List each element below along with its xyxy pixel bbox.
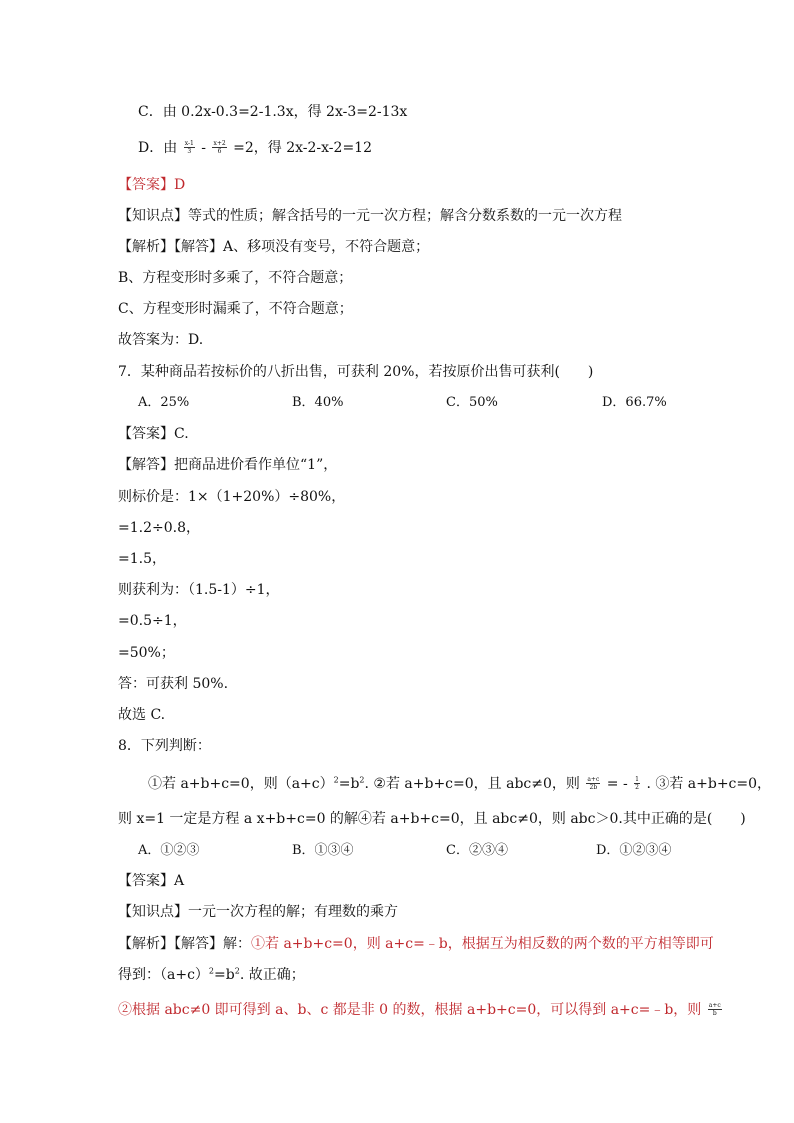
q8-question: 8．下列判断： <box>118 738 211 754</box>
fraction: $\frac{x+2}{6}$ <box>213 139 226 155</box>
fraction: $\frac{a+c}{b}$ <box>708 1001 721 1017</box>
q7-solution-5: 则获利为：（1.5-1）÷1， <box>118 582 280 598</box>
q7-solution-1: 【解答】把商品进价看作单位“1”， <box>118 457 338 473</box>
fraction: $\frac{1}{2}$ <box>635 775 639 791</box>
q8-analysis-2: 得到：$(a+c)^2=b^2$. 故正确； <box>118 966 305 983</box>
q8-answer: 【答案】A <box>118 873 185 889</box>
q6-knowledge: 【知识点】等式的性质；解含括号的一元一次方程；解含分数系数的一元一次方程 <box>118 208 622 224</box>
q8-option-b: B．①③④ <box>292 843 354 858</box>
q6-conclusion: 故答案为：D. <box>118 332 204 348</box>
q8-analysis-3: ②根据 abc≠0 即可得到 a、b、c 都是非 0 的数，根据 a+b+c=0，可以得到 a+c=﹣b，则 $\frac{a+c}{b}$ <box>118 1001 721 1018</box>
fraction: $\frac{x-1}{3}$ <box>184 139 194 155</box>
q7-question: 7．某种商品若按标价的八折出售，可获利 20%，若按原价出售可获利( ) <box>118 364 594 380</box>
q6-analysis-3: C、方程变形时漏乘了，不符合题意； <box>118 301 353 317</box>
q6-option-d: D．由 $\frac{x-1}{3}$ - $\frac{x+2}{6}$ =2，得 2x-2-x-2=12 <box>138 139 372 156</box>
q7-answer: 【答案】C. <box>118 426 189 442</box>
q8-analysis-1: 【解析】【解答】解：①若 a+b+c=0，则 a+c=﹣b，根据互为相反数的两个数的平方相等即可 <box>118 936 714 952</box>
q6-option-c: C．由 0.2x-0.3=2-1.3x，得 2x-3=2-13x <box>138 104 408 120</box>
fraction: $\frac{a+c}{2b}$ <box>587 775 600 791</box>
q7-solution-6: =0.5÷1， <box>118 613 187 629</box>
q6-answer: 【答案】D <box>118 177 186 193</box>
q7-solution-4: =1.5， <box>118 551 166 567</box>
q8-option-c: C．②③④ <box>446 843 508 858</box>
q6-analysis-1: 【解析】【解答】A、移项没有变号，不符合题意； <box>118 239 430 255</box>
q7-solution-8: 答：可获利 50%. <box>118 676 229 692</box>
q7-conclusion: 故选 C. <box>118 707 166 723</box>
q8-option-d: D．①②③④ <box>596 843 672 858</box>
q8-option-a: A．①②③ <box>138 843 200 858</box>
q8-knowledge: 【知识点】一元一次方程的解；有理数的乘方 <box>118 904 398 920</box>
q7-solution-3: =1.2÷0.8， <box>118 520 200 536</box>
q7-option-c: C．50% <box>446 395 498 410</box>
q7-solution-2: 则标价是：1×（1+20%）÷80%， <box>118 489 346 505</box>
q7-option-d: D．66.7% <box>602 395 667 410</box>
q8-statements-line1: ①若 a+b+c=0，则$(a+c)^2=b^2$. ②若 a+b+c=0，且 abc≠0，则 $\frac{a+c}{2b}$ = - $\frac{1}{2}$ . ③若 a+b+c=0， <box>148 775 772 792</box>
q8-statements-line2: 则 x=1 一定是方程 a x+b+c=0 的解④若 a+b+c=0，且 abc≠0，则 abc＞0.其中正确的是( ) <box>118 811 746 827</box>
q6-analysis-2: B、方程变形时多乘了，不符合题意； <box>118 270 353 286</box>
q7-option-b: B．40% <box>292 395 344 410</box>
q7-solution-7: =50%； <box>118 645 175 661</box>
q7-option-a: A．25% <box>138 395 190 410</box>
